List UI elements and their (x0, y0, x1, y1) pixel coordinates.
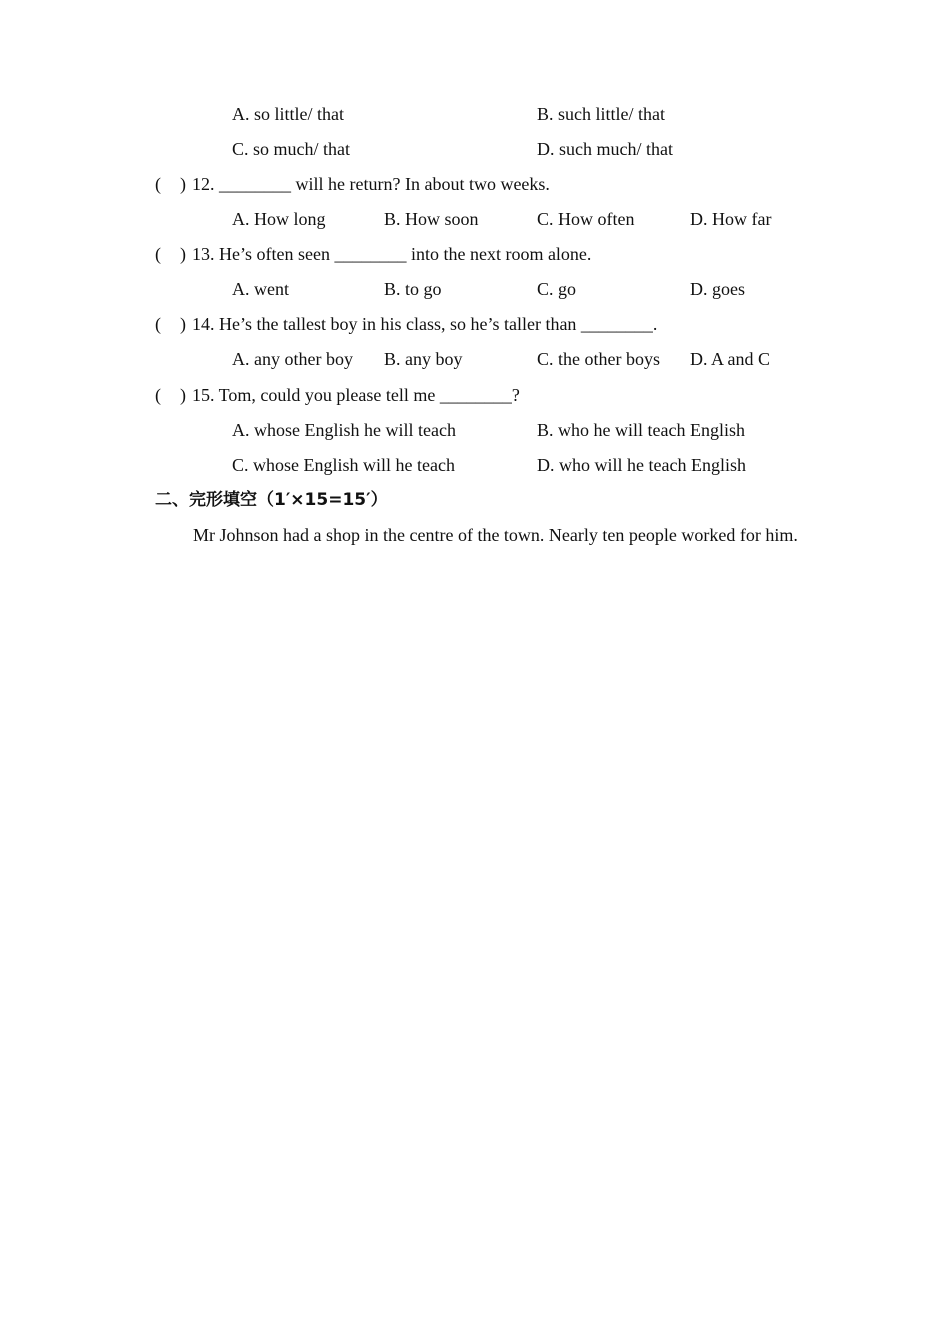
question-stem: 13. He’s often seen ________ into the next room alone. (192, 244, 592, 264)
option-c: C. How often (537, 209, 635, 229)
options-row (0, 418, 950, 442)
option-a: A. went (232, 279, 289, 299)
option-d: D. A and C (690, 349, 771, 369)
answer-paren-open: ( (155, 244, 161, 264)
option-b: B. to go (384, 279, 442, 299)
passage-row (0, 523, 950, 547)
options-row (0, 207, 950, 231)
option-c: C. go (537, 279, 577, 299)
options-row (0, 347, 950, 371)
question-stem: 12. ________ will he return? In about two weeks. (192, 174, 550, 194)
question-stem: 15. Tom, could you please tell me ________? (192, 385, 520, 405)
options-row (0, 102, 950, 126)
option-c: C. whose English will he teach (232, 455, 455, 475)
question-14 (0, 312, 950, 336)
option-c: C. the other boys (537, 349, 660, 369)
option-d: D. such much/ that (537, 139, 673, 159)
options-row (0, 453, 950, 477)
question-stem: 14. He’s the tallest boy in his class, so he’s taller than ________. (192, 314, 658, 334)
answer-paren-open: ( (155, 314, 161, 334)
option-b: B. any boy (384, 349, 463, 369)
option-a: A. How long (232, 209, 326, 229)
options-row (0, 137, 950, 161)
passage-paragraph: Mr Johnson had a shop in the centre of the town. Nearly ten people worked for him. (193, 525, 798, 545)
answer-paren-close: ) (180, 385, 186, 405)
answer-paren-close: ) (180, 244, 186, 264)
option-a: A. any other boy (232, 349, 353, 369)
answer-paren-open: ( (155, 385, 161, 405)
option-b: B. who he will teach English (537, 420, 745, 440)
section-heading: 二、完形填空（1′×15=15′） (155, 490, 388, 510)
answer-paren-close: ) (180, 314, 186, 334)
option-c: C. so much/ that (232, 139, 350, 159)
options-row (0, 277, 950, 301)
option-a: A. whose English he will teach (232, 420, 456, 440)
option-a: A. so little/ that (232, 104, 344, 124)
option-b: B. such little/ that (537, 104, 665, 124)
option-b: B. How soon (384, 209, 479, 229)
question-13 (0, 242, 950, 266)
section-heading-row (0, 488, 950, 512)
question-12 (0, 172, 950, 196)
question-15 (0, 383, 950, 407)
option-d: D. who will he teach English (537, 455, 746, 475)
answer-paren-close: ) (180, 174, 186, 194)
answer-paren-open: ( (155, 174, 161, 194)
option-d: D. How far (690, 209, 772, 229)
option-d: D. goes (690, 279, 745, 299)
